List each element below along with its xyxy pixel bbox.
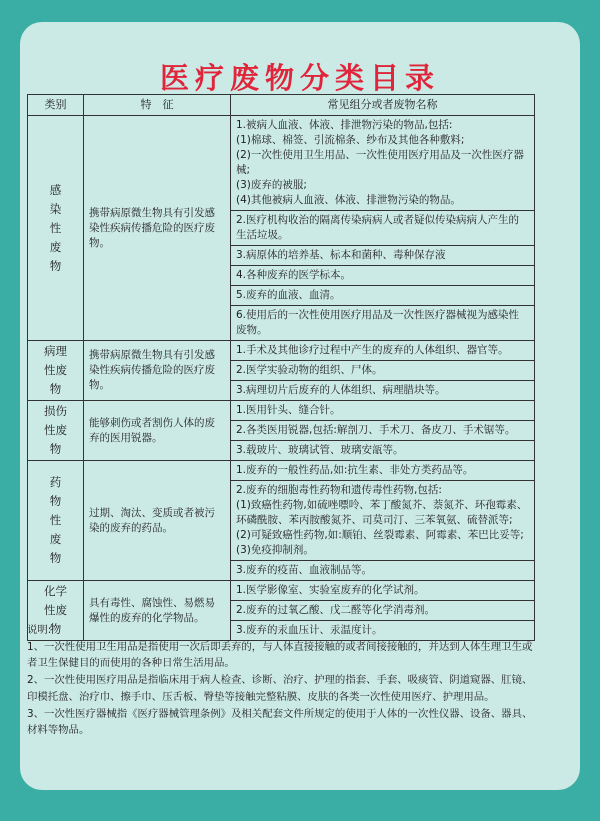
category-cell: 病理 性废 物 (28, 341, 84, 401)
feature-cell: 能够刺伤或者割伤人体的废弃的医用锐器。 (84, 401, 231, 461)
waste-item-cell: 1.废弃的一般性药品,如:抗生素、非处方类药品等。 (231, 461, 535, 481)
table-row (28, 401, 535, 421)
waste-item-cell: 2.各类医用锐器,包括:解剖刀、手术刀、备皮刀、手术锯等。 (231, 421, 535, 441)
waste-item-cell: 5.废弃的血液、血清。 (231, 286, 535, 306)
header-items: 常见组分或者废物名称 (231, 95, 535, 116)
note-item: 2、一次性使用医疗用品是指临床用于病人检查、诊断、治疗、护理的指套、手套、吸痰管、阴道窥器、肛镜、印模托盘、治疗巾、擦手巾、压舌板、臀垫等接触完整粘膜、皮肤的各类一次性使用医疗、护理用品。 (27, 674, 533, 703)
header-feature: 特 征 (84, 95, 231, 116)
waste-item-cell: 2.医疗机构收治的隔离传染病病人或者疑似传染病病人产生的生活垃圾。 (231, 211, 535, 246)
waste-item-cell: 1.被病人血液、体液、排泄物污染的物品,包括: (1)棉球、棉签、引流棉条、纱布及其他各种敷料; (2)一次性使用卫生用品、一次性使用医疗用品及一次性医疗器械; (3)废弃的被服; (4)其他被病人血液、体液、排泄物污染的物品。 (231, 116, 535, 211)
notes-heading: 说明: (27, 624, 52, 636)
waste-item-cell: 3.病原体的培养基、标本和菌种、毒种保存液 (231, 246, 535, 266)
table-row (28, 581, 535, 601)
waste-item-cell: 2.废弃的过氧乙酸、戊二醛等化学消毒剂。 (231, 601, 535, 621)
header-category: 类别 (28, 95, 84, 116)
category-cell: 感 染 性 废 物 (28, 116, 84, 341)
page-title: 医疗废物分类目录 (159, 61, 440, 95)
waste-item-cell: 3.废弃的疫苗、血液制品等。 (231, 561, 535, 581)
classification-table (27, 94, 535, 641)
waste-item-cell: 3.病理切片后废弃的人体组织、病理腊块等。 (231, 381, 535, 401)
table-row (28, 341, 535, 361)
category-cell: 损伤 性废 物 (28, 401, 84, 461)
category-cell: 药 物 性 废 物 (28, 461, 84, 581)
feature-cell: 携带病原微生物具有引发感染性疾病传播危险的医疗废物。 (84, 116, 231, 341)
table-header-row (28, 95, 535, 116)
waste-item-cell: 4.各种废弃的医学标本。 (231, 266, 535, 286)
waste-item-cell: 1.医学影像室、实验室废弃的化学试剂。 (231, 581, 535, 601)
waste-item-cell: 2.废弃的细胞毒性药物和遗传毒性药物,包括: (1)致癌性药物,如硫唑嘌呤、苯丁酸氮芥、萘氮芥、环孢霉素、环磷酰胺、苯丙胺酸氮芥、司莫司汀、三苯氧氨、硫替派等; (2)可疑致癌性药物,如:顺铂、丝裂霉素、阿霉素、苯巴比妥等; (3)免疫抑制剂。 (231, 481, 535, 561)
waste-item-cell: 1.手术及其他诊疗过程中产生的废弃的人体组织、器官等。 (231, 341, 535, 361)
waste-item-cell: 3.载玻片、玻璃试管、玻璃安瓿等。 (231, 441, 535, 461)
note-item: 3、一次性医疗器械指《医疗器械管理条例》及相关配套文件所规定的使用于人体的一次性仪器、设备、器具、材料等物品。 (27, 707, 533, 737)
category-cell: 化学 性废 物 (28, 581, 84, 641)
feature-cell: 携带病原微生物具有引发感染性疾病传播危险的医疗废物。 (84, 341, 231, 401)
waste-item-cell: 3.废弃的汞血压计、汞温度计。 (231, 621, 535, 641)
waste-item-cell: 1.医用针头、缝合针。 (231, 401, 535, 421)
feature-cell: 过期、淘汰、变质或者被污染的废弃的药品。 (84, 461, 231, 581)
notes-section (27, 622, 537, 739)
feature-cell: 具有毒性、腐蚀性、易燃易爆性的废弃的化学物品。 (84, 581, 231, 641)
table-row (28, 461, 535, 481)
table-row (28, 116, 535, 211)
waste-item-cell: 6.使用后的一次性使用医疗用品及一次性医疗器械视为感染性废物。 (231, 306, 535, 341)
waste-item-cell: 2.医学实验动物的组织、尸体。 (231, 361, 535, 381)
note-item: 1、一次性使用卫生用品是指使用一次后即丢弃的，与人体直接接触的或者间接接触的，并达到人体生理卫生或者卫生保健目的而使用的各种日常生活用品。 (27, 640, 533, 670)
